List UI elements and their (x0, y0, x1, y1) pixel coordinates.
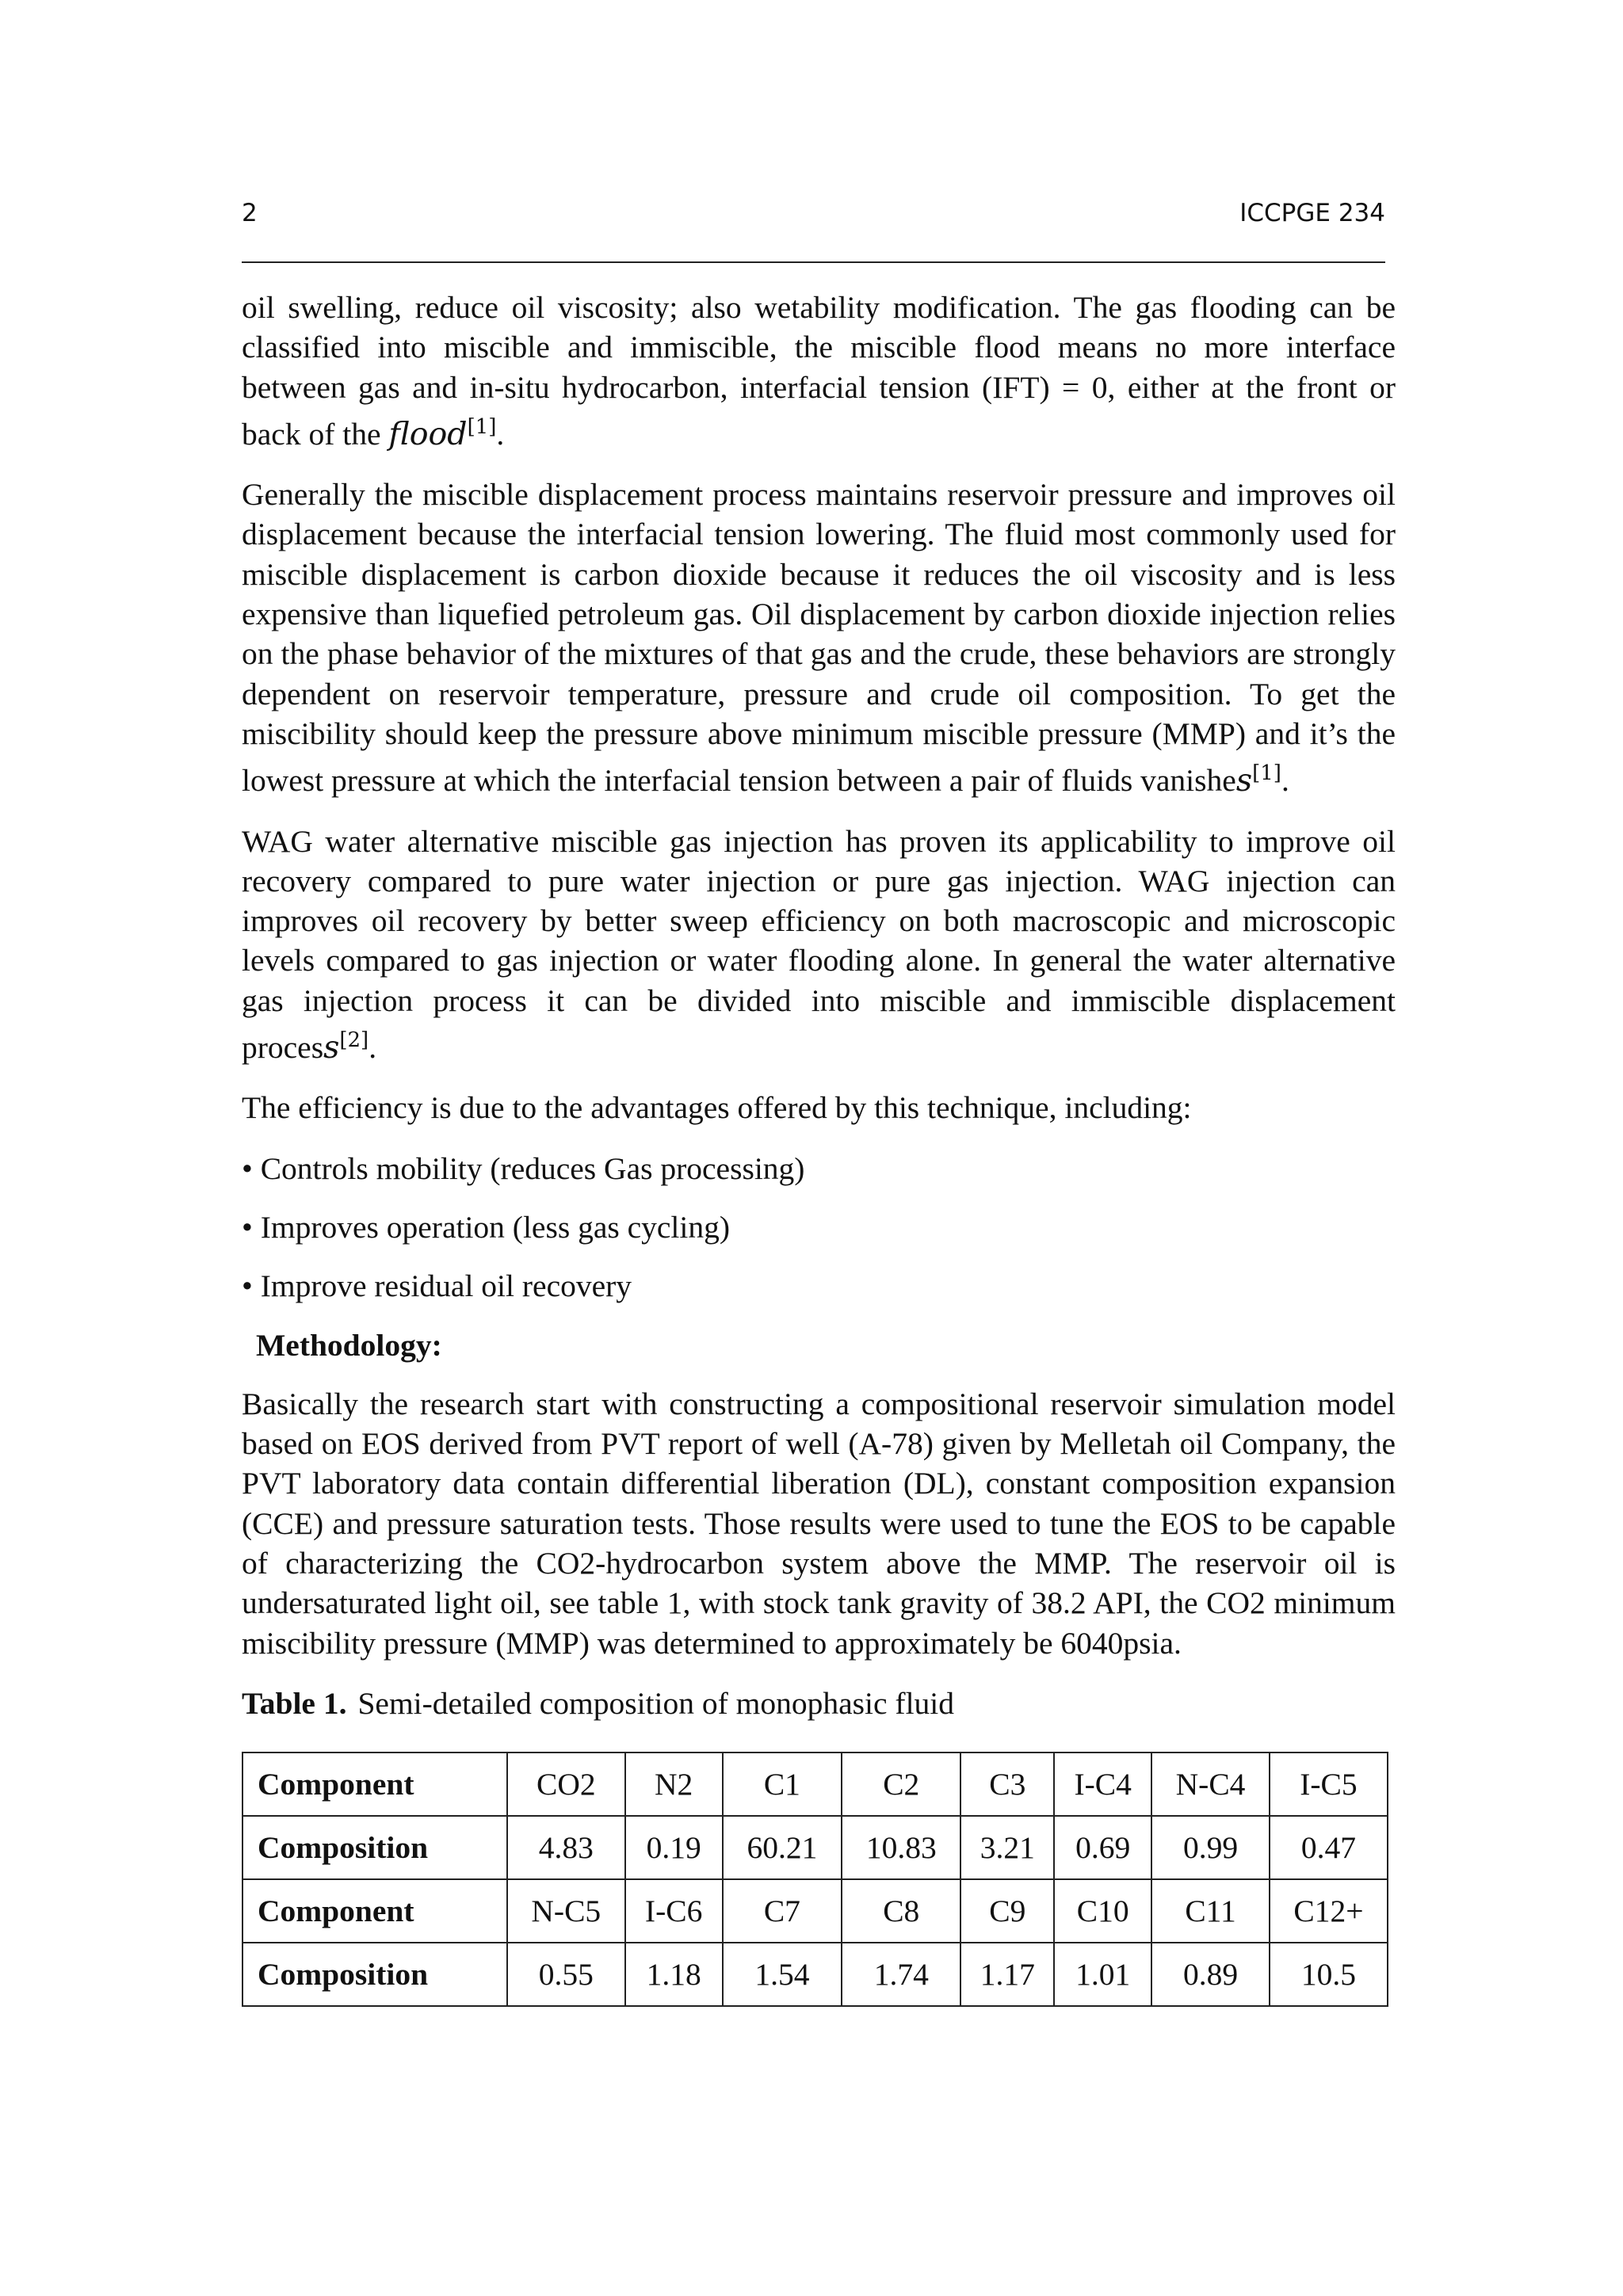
section-heading-methodology: Methodology: (256, 1327, 442, 1363)
paragraph-methodology: Basically the research start with constructing a compositional reservoir simulation model based on EOS derived from PVT report of well (A-78) given by Melletah oil Company, the PVT laboratory data contain differential liberation (DL), constant composition expansion (CCE) and pressure saturation tests. Those results were used to tune the EOS to be capable of characterizing the CO2-hydrocarbon system above the MMP. The reservoir oil is undersaturated light oil, see table 1, with stock tank gravity of 38.2 API, the CO2 minimum miscibility pressure (MMP) was determined to approximately be 6040psia. (242, 1386, 1396, 1661)
paragraph-efficiency: The efficiency is due to the advantages offered by this technique, including: (242, 1090, 1192, 1126)
table-cell: C7 (723, 1879, 842, 1943)
citation-styled-word: flood[1] (388, 414, 497, 452)
table-cell: C10 (1054, 1879, 1151, 1943)
table-row (242, 1879, 1388, 1943)
table-cell: N2 (625, 1753, 723, 1816)
paragraph-text: Generally the miscible displacement process maintains reservoir pressure and improves oil displacement because the interfacial tension lowering. The fluid most commonly used for miscible displacement is carbon dioxide because it reduces the oil viscosity and is less expensive than liquefied petroleum gas. Oil displacement by carbon dioxide injection relies on the phase behavior of the mixtures of that gas and the crude, these behaviors are strongly dependent on reservoir temperature, pressure and crude oil composition. To get the miscibility should keep the pressure above minimum miscible pressure (MMP) and it’s the lowest pressure at which the interfacial tension between a pair of fluids vanishe (242, 477, 1396, 799)
table-cell: 1.18 (625, 1943, 723, 2006)
table-row-header: Composition (242, 1943, 507, 2006)
citation-styled-word: s[2] (323, 1028, 369, 1066)
citation-styled-word: s[1] (1235, 761, 1281, 799)
citation-ref: [1] (1252, 761, 1281, 786)
table-cell: 1.74 (842, 1943, 960, 2006)
paragraph-gas-flooding: oil swelling, reduce oil viscosity; also wetability modification. The gas flooding can be classified into miscible and immiscible, the miscible flood means no more interface between gas and in-situ hydrocarbon, interfacial tension (IFT) = 0, either at the front or back of the flood[1]. (242, 290, 1396, 452)
table-label: Table 1. (242, 1685, 347, 1721)
table-caption-text: Semi-detailed composition of monophasic fluid (357, 1685, 955, 1721)
paragraph-miscible-displacement: Generally the miscible displacement process maintains reservoir pressure and improves oil displacement because the interfacial tension lowering. The fluid most commonly used for miscible displacement is carbon dioxide because it reduces the oil viscosity and is less expensive than liquefied petroleum gas. Oil displacement by carbon dioxide injection relies on the phase behavior of the mixtures of that gas and the crude, these behaviors are strongly dependent on reservoir temperature, pressure and crude oil composition. To get the miscibility should keep the pressure above minimum miscible pressure (MMP) and it’s the lowest pressure at which the interfacial tension between a pair of fluids vanishes[1]. (242, 477, 1396, 799)
bullet-item: • Improves operation (less gas cycling) (242, 1209, 731, 1245)
table-row-header: Component (242, 1879, 507, 1943)
table-cell: 10.5 (1270, 1943, 1388, 2006)
table-cell: C9 (960, 1879, 1054, 1943)
table-cell: C1 (723, 1753, 842, 1816)
table-cell: I-C5 (1270, 1753, 1388, 1816)
table-cell: 0.19 (625, 1816, 723, 1879)
table-cell: C11 (1151, 1879, 1270, 1943)
table-cell: 1.54 (723, 1943, 842, 2006)
table-cell: 0.89 (1151, 1943, 1270, 2006)
paragraph-text: oil swelling, reduce oil viscosity; also wetability modification. The gas flooding can be classified into miscible and immiscible, the miscible flood means no more interface between gas and in-situ hydrocarbon, interfacial tension (IFT) = 0, either at the front or back of the (242, 290, 1396, 452)
paragraph-wag-injection: WAG water alternative miscible gas injection has proven its applicability to improve oil recovery compared to pure water injection or pure gas injection. WAG injection can improves oil recovery by better sweep efficiency on both macroscopic and microscopic levels compared to gas injection or water flooding alone. In general the water alternative gas injection process it can be divided into miscible and immiscible displacement process[2]. (242, 823, 1396, 1066)
table-row-header: Component (242, 1753, 507, 1816)
table-cell: C8 (842, 1879, 960, 1943)
conference-id: ICCPGE 234 (1239, 199, 1385, 227)
table-cell: C12+ (1270, 1879, 1388, 1943)
table-cell: 1.17 (960, 1943, 1054, 2006)
table-row-header: Composition (242, 1816, 507, 1879)
page-number: 2 (242, 199, 258, 227)
table-row (242, 1943, 1388, 2006)
table-caption (242, 1684, 1396, 1723)
table-cell: C3 (960, 1753, 1054, 1816)
table-cell: I-C4 (1054, 1753, 1151, 1816)
bullet-item: • Controls mobility (reduces Gas processing) (242, 1150, 805, 1186)
table-cell: 1.01 (1054, 1943, 1151, 2006)
paragraph-text: WAG water alternative miscible gas injection has proven its applicability to improve oil recovery compared to pure water injection or pure gas injection. WAG injection can improves oil recovery by better sweep efficiency on both macroscopic and microscopic levels compared to gas injection or water flooding alone. In general the water alternative gas injection process it can be divided into miscible and immiscible displacement proces (242, 823, 1396, 1066)
table-cell: 0.99 (1151, 1816, 1270, 1879)
table-cell: 4.83 (507, 1816, 625, 1879)
table-cell: 3.21 (960, 1816, 1054, 1879)
header-rule (242, 261, 1385, 263)
page-header (242, 193, 1385, 233)
body-text (242, 288, 1396, 2007)
table-cell: 0.47 (1270, 1816, 1388, 1879)
table-cell: I-C6 (625, 1879, 723, 1943)
citation-ref: [2] (339, 1028, 369, 1053)
bullet-item: • Improve residual oil recovery (242, 1268, 632, 1304)
table-cell: C2 (842, 1753, 960, 1816)
composition-table (242, 1752, 1388, 2007)
table-cell: N-C4 (1151, 1753, 1270, 1816)
table-row (242, 1753, 1388, 1816)
table-cell: CO2 (507, 1753, 625, 1816)
table-cell: 0.69 (1054, 1816, 1151, 1879)
table-row (242, 1816, 1388, 1879)
table-cell: 10.83 (842, 1816, 960, 1879)
table-cell: N-C5 (507, 1879, 625, 1943)
table-cell: 60.21 (723, 1816, 842, 1879)
citation-ref: [1] (467, 414, 497, 439)
table-cell: 0.55 (507, 1943, 625, 2006)
